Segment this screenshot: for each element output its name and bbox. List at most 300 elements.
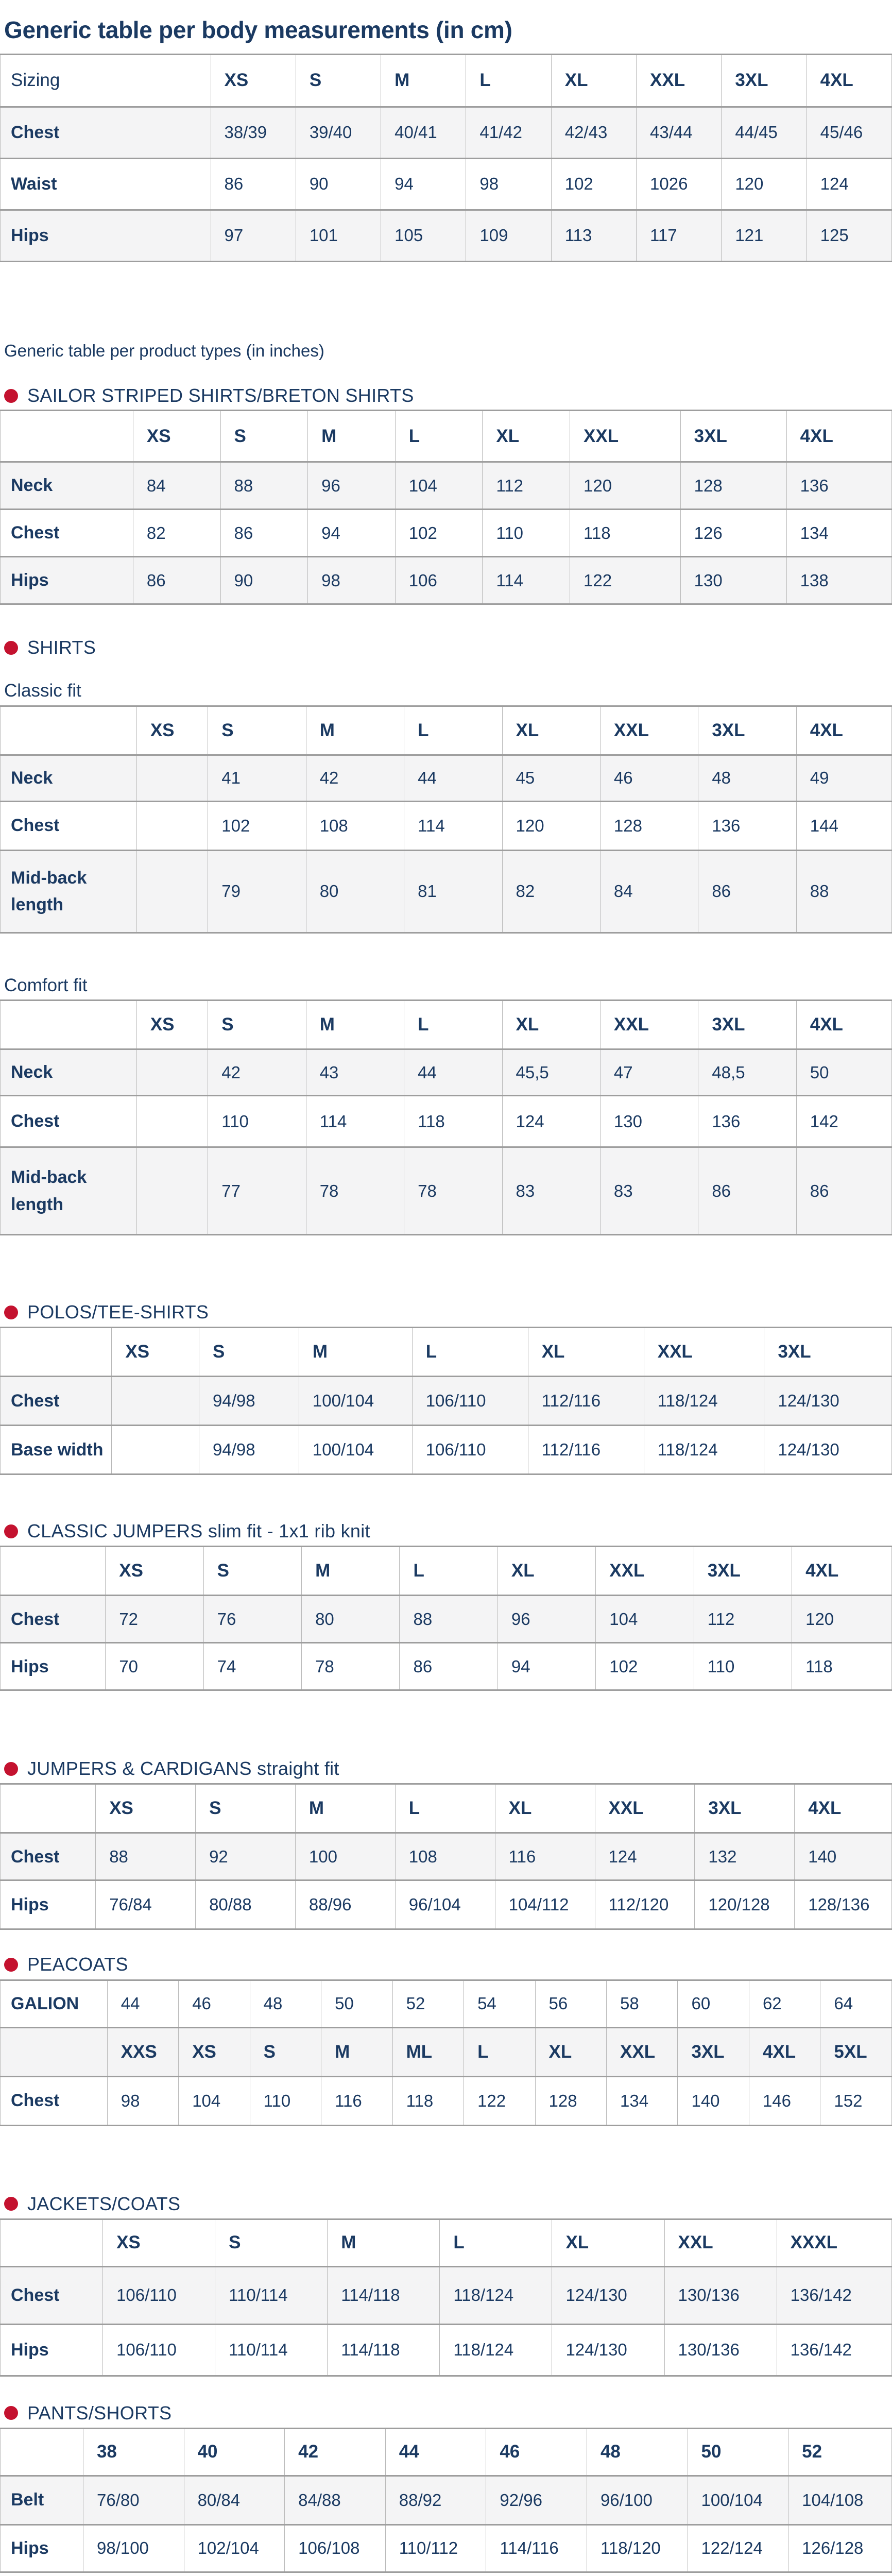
section-bullet-icon bbox=[4, 1306, 18, 1319]
value-cell: 110/114 bbox=[215, 2266, 328, 2324]
value-cell: 48,5 bbox=[698, 1049, 796, 1096]
value-cell: 126 bbox=[680, 510, 786, 557]
row-label: Waist bbox=[1, 158, 211, 210]
size-header-cell: 4XL bbox=[807, 54, 891, 107]
value-cell: 42/43 bbox=[551, 107, 636, 158]
size-header-cell: XS bbox=[179, 2027, 250, 2076]
value-cell bbox=[112, 1426, 199, 1475]
table-header-row bbox=[1, 1784, 892, 1833]
value-cell: 47 bbox=[600, 1049, 698, 1096]
value-cell: 58 bbox=[607, 1980, 678, 2027]
size-header-cell: L bbox=[395, 1784, 495, 1833]
value-cell: 96 bbox=[498, 1596, 595, 1643]
value-cell: 101 bbox=[296, 210, 381, 261]
size-header-cell: XS bbox=[211, 54, 296, 107]
value-cell bbox=[136, 755, 208, 801]
value-cell: 39/40 bbox=[296, 107, 381, 158]
size-header-cell: XXL bbox=[600, 1001, 698, 1049]
size-header-cell: 4XL bbox=[792, 1547, 892, 1596]
value-cell: 114 bbox=[483, 557, 570, 604]
value-cell: 80/88 bbox=[196, 1880, 296, 1929]
row-label bbox=[1, 2428, 83, 2476]
value-cell: 94 bbox=[308, 510, 396, 557]
row-label: Hips bbox=[1, 2324, 103, 2376]
size-header-cell: M bbox=[299, 1328, 412, 1377]
section-heading bbox=[4, 1953, 892, 1976]
size-header-cell: XXL bbox=[596, 1547, 694, 1596]
value-cell: 130 bbox=[680, 557, 786, 604]
size-header-cell: XL bbox=[551, 54, 636, 107]
size-header-cell: XS bbox=[136, 1001, 208, 1049]
size-header-cell: XL bbox=[502, 706, 600, 755]
size-header-cell: S bbox=[215, 2219, 328, 2266]
section-heading-label: SAILOR STRIPED SHIRTS/BRETON SHIRTS bbox=[27, 385, 414, 406]
value-cell: 114 bbox=[306, 1096, 404, 1147]
value-cell: 102/104 bbox=[184, 2524, 285, 2572]
table-header-row bbox=[1, 1328, 892, 1377]
value-cell: 44 bbox=[107, 1980, 178, 2027]
section-heading bbox=[4, 2401, 892, 2425]
fit-variant-label: Comfort fit bbox=[4, 975, 88, 995]
value-cell: 124/130 bbox=[552, 2266, 664, 2324]
section-heading-label: POLOS/TEE-SHIRTS bbox=[27, 1301, 209, 1323]
row-label: Mid-back length bbox=[1, 850, 137, 933]
value-cell: 76/84 bbox=[96, 1880, 196, 1929]
value-cell: 104 bbox=[179, 2076, 250, 2125]
size-header-cell: L bbox=[400, 1547, 498, 1596]
size-header-cell: 38 bbox=[83, 2428, 184, 2476]
size-header-cell: L bbox=[466, 54, 551, 107]
value-cell: 118 bbox=[404, 1096, 502, 1147]
value-cell: 80/84 bbox=[184, 2476, 285, 2524]
value-cell bbox=[136, 850, 208, 933]
section-heading-label: CLASSIC JUMPERS slim fit - 1x1 rib knit bbox=[27, 1520, 370, 1542]
value-cell: 88 bbox=[796, 850, 891, 933]
table-row bbox=[1, 1147, 892, 1235]
row-label: Chest bbox=[1, 2076, 108, 2125]
size-header-cell: XXL bbox=[595, 1784, 695, 1833]
section-heading bbox=[4, 384, 892, 408]
size-header-cell: XXL bbox=[600, 706, 698, 755]
value-cell: 44/45 bbox=[722, 107, 807, 158]
size-header-cell: 4XL bbox=[749, 2027, 820, 2076]
page-title: Generic table per body measurements (in cm) bbox=[4, 16, 512, 43]
value-cell: 42 bbox=[306, 755, 404, 801]
value-cell: 45 bbox=[502, 755, 600, 801]
value-cell: 110/114 bbox=[215, 2324, 328, 2376]
value-cell: 50 bbox=[796, 1049, 891, 1096]
body-measurements-table bbox=[0, 54, 892, 262]
sailor-shirts-table bbox=[0, 410, 892, 605]
value-cell: 100/104 bbox=[299, 1426, 412, 1475]
size-header-cell: XXL bbox=[570, 411, 681, 462]
value-cell: 88/92 bbox=[385, 2476, 486, 2524]
table-row bbox=[1, 2324, 892, 2376]
size-header-cell: 3XL bbox=[695, 1784, 795, 1833]
value-cell: 130/136 bbox=[664, 2324, 777, 2376]
value-cell: 56 bbox=[535, 1980, 606, 2027]
size-header-cell: 4XL bbox=[786, 411, 891, 462]
row-label: Neck bbox=[1, 1049, 137, 1096]
size-header-cell: L bbox=[395, 411, 483, 462]
value-cell: 98 bbox=[466, 158, 551, 210]
size-header-cell: S bbox=[208, 1001, 306, 1049]
value-cell: 96 bbox=[308, 462, 396, 510]
section-bullet-icon bbox=[4, 1524, 18, 1538]
value-cell: 102 bbox=[395, 510, 483, 557]
value-cell: 80 bbox=[302, 1596, 400, 1643]
value-cell: 140 bbox=[678, 2076, 749, 2125]
table-row bbox=[1, 1833, 892, 1880]
value-cell: 112/116 bbox=[528, 1426, 644, 1475]
page-subtitle: Generic table per product types (in inches) bbox=[4, 341, 324, 360]
value-cell: 125 bbox=[807, 210, 891, 261]
size-header-cell: 3XL bbox=[698, 1001, 796, 1049]
table-row bbox=[1, 2476, 892, 2524]
value-cell: 118 bbox=[392, 2076, 464, 2125]
row-label: Neck bbox=[1, 755, 137, 801]
value-cell: 124/130 bbox=[552, 2324, 664, 2376]
row-label: Chest bbox=[1, 510, 133, 557]
value-cell: 136/142 bbox=[777, 2324, 891, 2376]
value-cell: 38/39 bbox=[211, 107, 296, 158]
value-cell: 130/136 bbox=[664, 2266, 777, 2324]
value-cell: 121 bbox=[722, 210, 807, 261]
row-label bbox=[1, 706, 137, 755]
value-cell: 112 bbox=[694, 1596, 792, 1643]
value-cell: 98 bbox=[107, 2076, 178, 2125]
value-cell: 64 bbox=[820, 1980, 892, 2027]
value-cell: 81 bbox=[404, 850, 502, 933]
value-cell: 90 bbox=[296, 158, 381, 210]
value-cell: 118/124 bbox=[440, 2266, 552, 2324]
row-label: Base width bbox=[1, 1426, 112, 1475]
value-cell: 84 bbox=[600, 850, 698, 933]
row-label: Chest bbox=[1, 1377, 112, 1426]
value-cell: 116 bbox=[321, 2076, 392, 2125]
value-cell: 120/128 bbox=[695, 1880, 795, 1929]
size-header-cell: XS bbox=[133, 411, 220, 462]
value-cell: 126/128 bbox=[788, 2524, 892, 2572]
value-cell: 124 bbox=[502, 1096, 600, 1147]
value-cell: 83 bbox=[600, 1147, 698, 1235]
table-header-row bbox=[1, 54, 892, 107]
value-cell: 43/44 bbox=[637, 107, 722, 158]
value-cell: 86 bbox=[400, 1643, 498, 1690]
value-cell: 86 bbox=[133, 557, 220, 604]
size-header-cell: 52 bbox=[788, 2428, 892, 2476]
size-header-cell: M bbox=[308, 411, 396, 462]
size-header-cell: L bbox=[464, 2027, 535, 2076]
value-cell: 82 bbox=[502, 850, 600, 933]
size-header-cell: S bbox=[208, 706, 306, 755]
size-header-cell: M bbox=[306, 706, 404, 755]
value-cell: 74 bbox=[203, 1643, 301, 1690]
value-cell: 116 bbox=[495, 1833, 595, 1880]
section-bullet-icon bbox=[4, 2406, 18, 2420]
value-cell: 106/110 bbox=[412, 1426, 528, 1475]
table-header-row bbox=[1, 706, 892, 755]
value-cell: 90 bbox=[220, 557, 308, 604]
size-header-cell: 48 bbox=[587, 2428, 688, 2476]
size-header-cell: XXL bbox=[664, 2219, 777, 2266]
value-cell: 1026 bbox=[637, 158, 722, 210]
row-label: Chest bbox=[1, 1096, 137, 1147]
value-cell: 86 bbox=[211, 158, 296, 210]
value-cell: 72 bbox=[106, 1596, 203, 1643]
size-header-cell: 46 bbox=[486, 2428, 587, 2476]
value-cell: 84 bbox=[133, 462, 220, 510]
value-cell: 124/130 bbox=[764, 1377, 892, 1426]
value-cell: 96/100 bbox=[587, 2476, 688, 2524]
size-header-cell: 3XL bbox=[764, 1328, 892, 1377]
value-cell: 105 bbox=[381, 210, 466, 261]
value-cell: 54 bbox=[464, 1980, 535, 2027]
table-row bbox=[1, 158, 892, 210]
value-cell: 79 bbox=[208, 850, 306, 933]
size-header-cell: 42 bbox=[285, 2428, 386, 2476]
row-label: Chest bbox=[1, 2266, 103, 2324]
value-cell: 118/120 bbox=[587, 2524, 688, 2572]
table-row bbox=[1, 1426, 892, 1475]
value-cell: 44 bbox=[404, 1049, 502, 1096]
table-header-row bbox=[1, 2428, 892, 2476]
value-cell: 76 bbox=[203, 1596, 301, 1643]
section-bullet-icon bbox=[4, 389, 18, 403]
size-header-cell: 4XL bbox=[796, 1001, 891, 1049]
value-cell: 102 bbox=[208, 801, 306, 850]
value-cell: 44 bbox=[404, 755, 502, 801]
value-cell: 48 bbox=[250, 1980, 321, 2027]
size-header-cell: 3XL bbox=[698, 706, 796, 755]
value-cell: 97 bbox=[211, 210, 296, 261]
value-cell: 122 bbox=[570, 557, 681, 604]
value-cell: 106/108 bbox=[285, 2524, 386, 2572]
value-cell: 132 bbox=[695, 1833, 795, 1880]
size-header-cell: XS bbox=[112, 1328, 199, 1377]
size-header-cell: 4XL bbox=[795, 1784, 892, 1833]
row-label: Chest bbox=[1, 1596, 106, 1643]
value-cell: 62 bbox=[749, 1980, 820, 2027]
size-header-cell: 50 bbox=[688, 2428, 788, 2476]
value-cell: 134 bbox=[607, 2076, 678, 2125]
value-cell: 45,5 bbox=[502, 1049, 600, 1096]
size-header-cell: 44 bbox=[385, 2428, 486, 2476]
value-cell: 118 bbox=[792, 1643, 892, 1690]
size-header-cell: L bbox=[440, 2219, 552, 2266]
value-cell: 43 bbox=[306, 1049, 404, 1096]
size-header-cell: S bbox=[220, 411, 308, 462]
value-cell: 88 bbox=[400, 1596, 498, 1643]
size-guide-page bbox=[0, 15, 892, 2573]
value-cell: 84/88 bbox=[285, 2476, 386, 2524]
table-row bbox=[1, 1880, 892, 1929]
table-header-row bbox=[1, 2219, 892, 2266]
size-header-cell: M bbox=[302, 1547, 400, 1596]
row-label bbox=[1, 1784, 96, 1833]
value-cell: 41 bbox=[208, 755, 306, 801]
size-header-cell: 3XL bbox=[680, 411, 786, 462]
row-label: Belt bbox=[1, 2476, 83, 2524]
value-cell: 142 bbox=[796, 1096, 891, 1147]
value-cell: 96/104 bbox=[395, 1880, 495, 1929]
value-cell: 122 bbox=[464, 2076, 535, 2125]
size-header-cell: XL bbox=[483, 411, 570, 462]
value-cell: 102 bbox=[551, 158, 636, 210]
size-header-cell: 3XL bbox=[678, 2027, 749, 2076]
section-bullet-icon bbox=[4, 2197, 18, 2211]
value-cell: 94/98 bbox=[199, 1377, 299, 1426]
size-header-cell: M bbox=[321, 2027, 392, 2076]
value-cell: 104 bbox=[596, 1596, 694, 1643]
table-row bbox=[1, 1643, 892, 1690]
peacoats-table bbox=[0, 1979, 892, 2126]
section-heading-label: PANTS/SHORTS bbox=[27, 2402, 172, 2424]
value-cell: 118/124 bbox=[440, 2324, 552, 2376]
value-cell bbox=[136, 1049, 208, 1096]
value-cell: 114/118 bbox=[328, 2266, 440, 2324]
size-header-cell: XS bbox=[136, 706, 208, 755]
section-heading bbox=[4, 1519, 892, 1543]
row-label: Chest bbox=[1, 1833, 96, 1880]
row-label bbox=[1, 1547, 106, 1596]
value-cell: 82 bbox=[133, 510, 220, 557]
row-label: Neck bbox=[1, 462, 133, 510]
value-cell: 138 bbox=[786, 557, 891, 604]
value-cell: 136 bbox=[786, 462, 891, 510]
value-cell: 46 bbox=[179, 1980, 250, 2027]
table-row bbox=[1, 1049, 892, 1096]
table-header-row bbox=[1, 411, 892, 462]
value-cell: 106/110 bbox=[412, 1377, 528, 1426]
value-cell: 112 bbox=[483, 462, 570, 510]
value-cell: 124/130 bbox=[764, 1426, 892, 1475]
size-header-cell: L bbox=[412, 1328, 528, 1377]
value-cell: 100/104 bbox=[688, 2476, 788, 2524]
value-cell: 100 bbox=[295, 1833, 395, 1880]
value-cell: 110/112 bbox=[385, 2524, 486, 2572]
value-cell: 70 bbox=[106, 1643, 203, 1690]
value-cell: 80 bbox=[306, 850, 404, 933]
row-label: Hips bbox=[1, 1880, 96, 1929]
value-cell: 144 bbox=[796, 801, 891, 850]
size-header-cell: XL bbox=[498, 1547, 595, 1596]
table-row bbox=[1, 510, 892, 557]
value-cell bbox=[112, 1377, 199, 1426]
section-bullet-icon bbox=[4, 1762, 18, 1776]
table-row bbox=[1, 850, 892, 933]
value-cell: 78 bbox=[404, 1147, 502, 1235]
table-row bbox=[1, 2524, 892, 2572]
size-header-cell: M bbox=[328, 2219, 440, 2266]
row-label: Hips bbox=[1, 557, 133, 604]
size-header-cell: S bbox=[203, 1547, 301, 1596]
table-row bbox=[1, 801, 892, 850]
value-cell: 128 bbox=[535, 2076, 606, 2125]
size-header-cell: XL bbox=[528, 1328, 644, 1377]
value-cell: 130 bbox=[600, 1096, 698, 1147]
value-cell: 60 bbox=[678, 1980, 749, 2027]
value-cell: 94/98 bbox=[199, 1426, 299, 1475]
table-row bbox=[1, 1377, 892, 1426]
value-cell: 94 bbox=[381, 158, 466, 210]
value-cell: 42 bbox=[208, 1049, 306, 1096]
value-cell: 83 bbox=[502, 1147, 600, 1235]
row-label bbox=[1, 1001, 137, 1049]
value-cell: 86 bbox=[698, 850, 796, 933]
row-label: Hips bbox=[1, 1643, 106, 1690]
table-row bbox=[1, 107, 892, 158]
value-cell: 104/112 bbox=[495, 1880, 595, 1929]
value-cell: 110 bbox=[208, 1096, 306, 1147]
value-cell: 104/108 bbox=[788, 2476, 892, 2524]
value-cell: 110 bbox=[250, 2076, 321, 2125]
section-heading bbox=[4, 636, 892, 659]
value-cell: 98/100 bbox=[83, 2524, 184, 2572]
value-cell: 114 bbox=[404, 801, 502, 850]
section-heading-label: JACKETS/COATS bbox=[27, 2193, 181, 2214]
row-label: Mid-back length bbox=[1, 1147, 137, 1235]
row-label bbox=[1, 2219, 103, 2266]
value-cell: 49 bbox=[796, 755, 891, 801]
value-cell: 146 bbox=[749, 2076, 820, 2125]
value-cell: 50 bbox=[321, 1980, 392, 2027]
size-header-cell: XL bbox=[495, 1784, 595, 1833]
value-cell: 100/104 bbox=[299, 1377, 412, 1426]
value-cell bbox=[136, 1147, 208, 1235]
value-cell: 108 bbox=[395, 1833, 495, 1880]
polos-tee-shirts-table bbox=[0, 1327, 892, 1475]
value-cell: 113 bbox=[551, 210, 636, 261]
row-label bbox=[1, 411, 133, 462]
jumpers-cardigans-table bbox=[0, 1783, 892, 1930]
value-cell: 108 bbox=[306, 801, 404, 850]
size-header-cell: S bbox=[196, 1784, 296, 1833]
value-cell: 40/41 bbox=[381, 107, 466, 158]
value-cell: 45/46 bbox=[807, 107, 891, 158]
table-row bbox=[1, 1980, 892, 2027]
value-cell: 136 bbox=[698, 801, 796, 850]
size-header-cell: M bbox=[306, 1001, 404, 1049]
size-header-cell: XXXL bbox=[777, 2219, 891, 2266]
size-header-cell: XS bbox=[96, 1784, 196, 1833]
value-cell: 78 bbox=[306, 1147, 404, 1235]
value-cell: 152 bbox=[820, 2076, 892, 2125]
value-cell: 77 bbox=[208, 1147, 306, 1235]
table-row bbox=[1, 1596, 892, 1643]
value-cell: 92/96 bbox=[486, 2476, 587, 2524]
table-row bbox=[1, 210, 892, 261]
section-heading bbox=[4, 1300, 892, 1324]
section-bullet-icon bbox=[4, 641, 18, 655]
row-label bbox=[1, 1328, 112, 1377]
row-label: Chest bbox=[1, 801, 137, 850]
table-header-row bbox=[1, 1001, 892, 1049]
section-heading-label: JUMPERS & CARDIGANS straight fit bbox=[27, 1758, 339, 1780]
size-header-cell: XXL bbox=[607, 2027, 678, 2076]
value-cell: 136 bbox=[698, 1096, 796, 1147]
value-cell: 106/110 bbox=[103, 2266, 215, 2324]
value-cell: 124 bbox=[807, 158, 891, 210]
section-bullet-icon bbox=[4, 1958, 18, 1972]
value-cell: 106/110 bbox=[103, 2324, 215, 2376]
size-header-cell: 3XL bbox=[694, 1547, 792, 1596]
section-heading bbox=[4, 1757, 892, 1781]
value-cell: 122/124 bbox=[688, 2524, 788, 2572]
value-cell: 128 bbox=[600, 801, 698, 850]
size-header-cell: L bbox=[404, 1001, 502, 1049]
size-header-cell: 40 bbox=[184, 2428, 285, 2476]
